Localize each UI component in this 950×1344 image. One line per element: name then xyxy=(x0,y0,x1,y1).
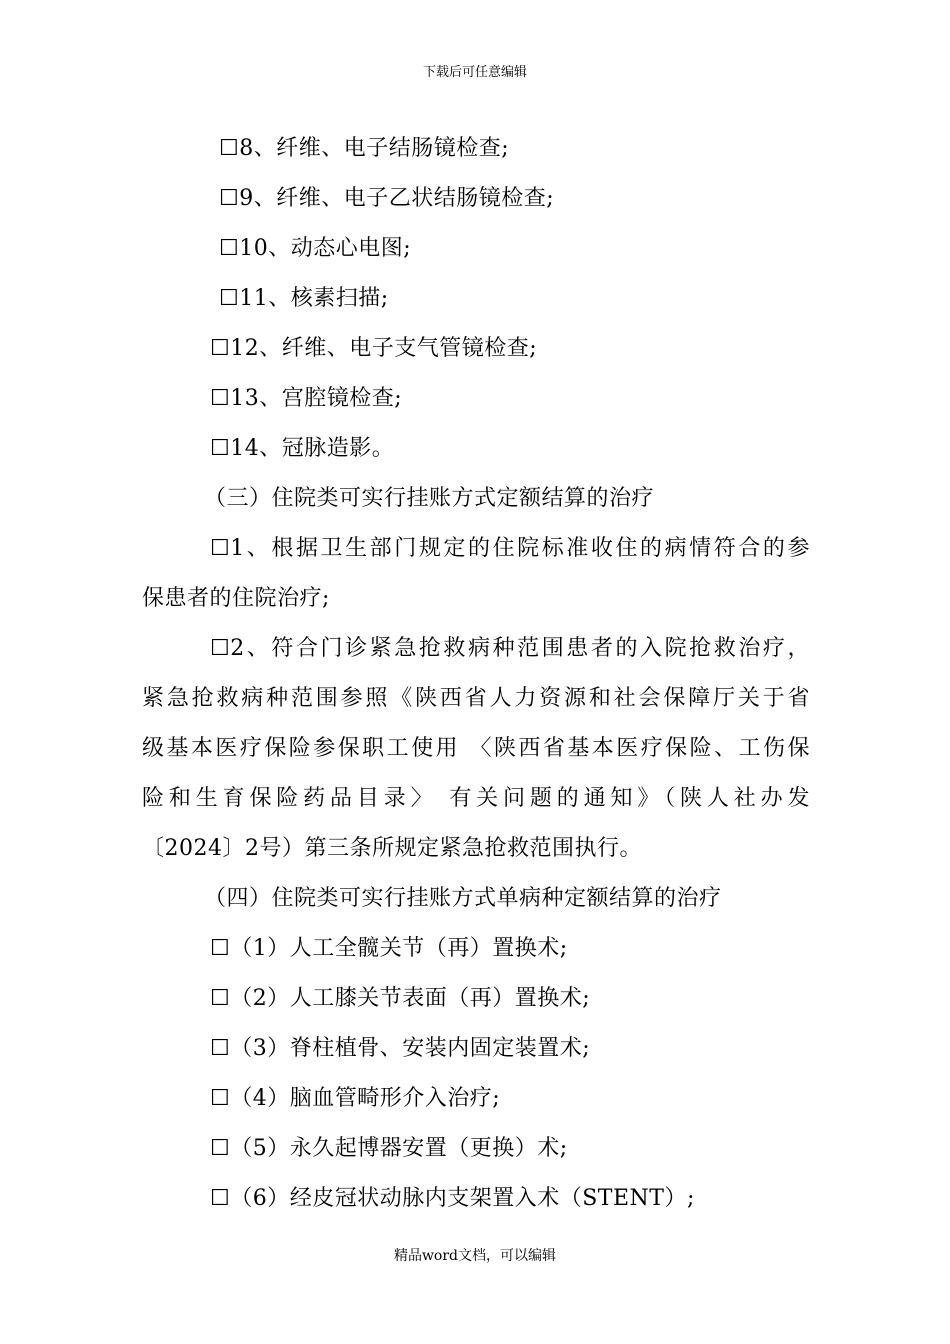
paragraph-line: 〔2024〕2号）第三条所规定紧急抢救范围执行。 xyxy=(142,836,642,861)
section-heading-3: （三）住院类可实行挂账方式定额结算的治疗 xyxy=(204,486,655,511)
paragraph-line: 紧急抢救病种范围参照《陕西省人力资源和社会保障厅关于省 xyxy=(142,686,810,711)
checklist-item-surgery-4: ☐（4）脑血管畸形介入治疗; xyxy=(210,1086,501,1111)
paragraph-line: 险和生育保险药品目录〉 有关问题的通知》（陕人社办发 xyxy=(142,786,810,811)
checklist-item-13: ☐13、宫腔镜检查; xyxy=(210,386,403,411)
checklist-item-12: ☐12、纤维、电子支气管镜检查; xyxy=(210,336,538,361)
checklist-item-surgery-3: ☐（3）脊柱植骨、安装内固定装置术; xyxy=(210,1036,591,1061)
checklist-item-9: ☐9、纤维、电子乙状结肠镜检查; xyxy=(219,186,555,211)
paragraph-line: 保患者的住院治疗; xyxy=(142,586,330,611)
document-body xyxy=(142,124,810,1224)
page-header: 下载后可任意编辑 xyxy=(422,65,527,80)
checklist-item-10: ☐10、动态心电图; xyxy=(219,236,412,261)
checklist-item-8: ☐8、纤维、电子结肠镜检查; xyxy=(219,136,510,161)
paragraph-line: 级基本医疗保险参保职工使用 〈陕西省基本医疗保险、工伤保 xyxy=(142,736,810,761)
paragraph-line: ☐1、根据卫生部门规定的住院标准收住的病情符合的参 xyxy=(210,536,810,561)
checklist-item-surgery-1: ☐（1）人工全髋关节（再）置换术; xyxy=(210,936,568,961)
paragraph-line: ☐2、符合门诊紧急抢救病种范围患者的入院抢救治疗， xyxy=(210,636,810,661)
checklist-item-11: ☐11、核素扫描; xyxy=(219,286,389,311)
section-heading-4: （四）住院类可实行挂账方式单病种定额结算的治疗 xyxy=(204,886,722,911)
checklist-item-14: ☐14、冠脉造影。 xyxy=(210,436,395,461)
checklist-item-surgery-5: ☐（5）永久起博器安置（更换）术; xyxy=(210,1136,568,1161)
checklist-item-surgery-2: ☐（2）人工膝关节表面（再）置换术; xyxy=(210,986,591,1011)
page-footer: 精品word文档，可以编辑 xyxy=(393,1248,557,1264)
checklist-item-surgery-6: ☐（6）经皮冠状动脉内支架置入术（STENT）; xyxy=(210,1186,695,1211)
